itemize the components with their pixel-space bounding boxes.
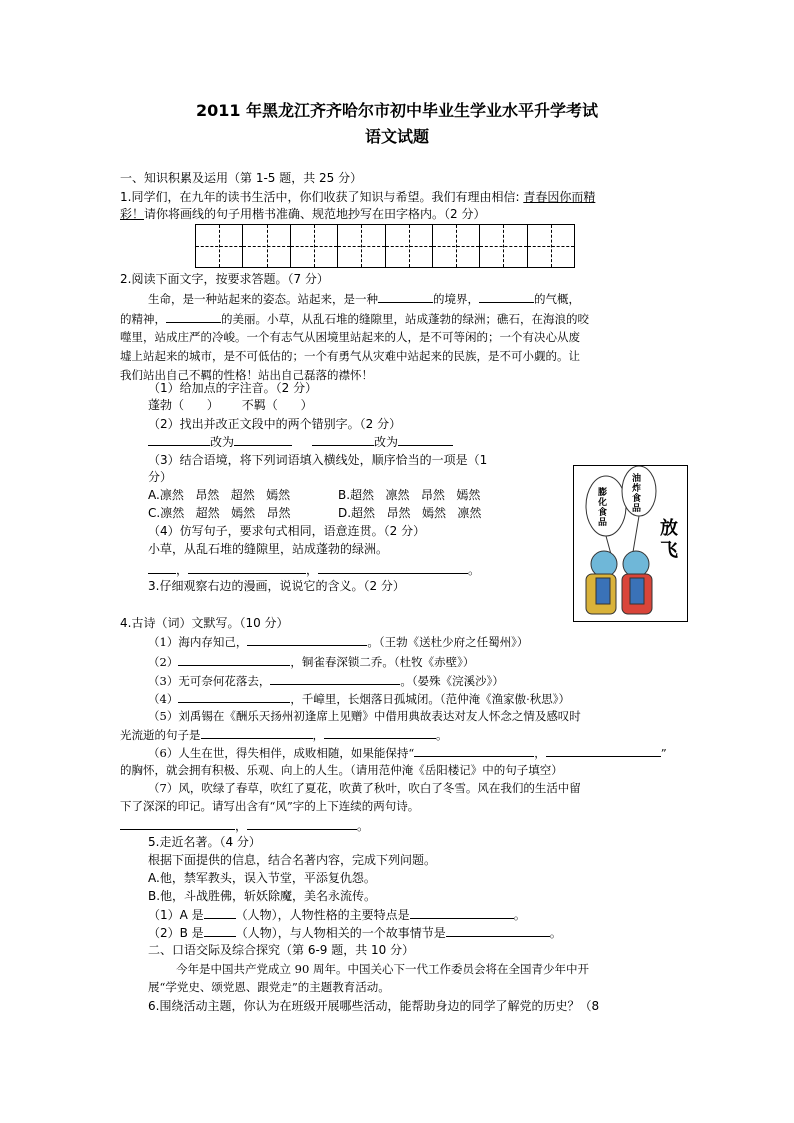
section2-heading: 二、口语交际及综合探究（第 6-9 题，共 10 分）	[148, 943, 415, 957]
grid-cell[interactable]	[290, 225, 337, 267]
q4-line1: （1）海内存知己， 。（王勃《送杜少府之任蜀州》）	[148, 635, 529, 649]
q2-heading: 2.阅读下面文字，按要求答题。（7 分）	[120, 272, 329, 286]
q5-heading: 5.走近名著。（4 分）	[148, 835, 261, 849]
option-d[interactable]: D.超然 昂然 嫣然 凛然	[338, 506, 482, 520]
answer-blank[interactable]	[178, 690, 290, 703]
grid-cell[interactable]	[527, 225, 574, 267]
q2-passage-line4: 墟上站起来的城市，是不可低估的；一个有勇气从灾难中站起来的民族，是不可小觑的。让	[120, 349, 580, 363]
q2-passage-line1: 生命，是一种站起来的姿态。站起来，是一种 的境界， 的气概，	[148, 292, 580, 306]
q2-passage-line3: 噬里，站成庄严的冷峻。一个有志气从困境里站起来的人，是不可等闲的；一个有决心从废	[120, 330, 580, 344]
exam-subtitle: 语文试题	[364, 127, 429, 146]
answer-blank[interactable]	[324, 726, 436, 739]
answer-blank[interactable]	[148, 433, 210, 446]
option-a[interactable]: A.凛然 昂然 超然 嫣然	[148, 488, 291, 502]
tianzige-grid[interactable]	[195, 224, 575, 268]
q1-line2: 彩！请你将画线的句子用楷书准确、规范地抄写在田字格内。（2 分）	[120, 207, 486, 221]
q2-sub3-cont: 分）	[148, 470, 173, 484]
q4-line6: （6）人生在世，得失相伴，成败相随，如果能保持“ ， ”	[148, 746, 667, 760]
bubble-puffed-food: 膨化食品	[598, 488, 608, 528]
comic-illustration	[573, 465, 688, 622]
answer-blank[interactable]	[270, 672, 400, 685]
bubble-fried-food: 油炸食品	[632, 474, 642, 514]
answer-blank[interactable]	[234, 433, 292, 446]
answer-blank[interactable]	[546, 744, 661, 757]
answer-blank[interactable]	[318, 561, 468, 574]
q2-sub4-example: 小草，从乱石堆的缝隙里，站成蓬勃的绿洲。	[148, 542, 389, 556]
grid-cell[interactable]	[432, 225, 479, 267]
grid-cell[interactable]	[337, 225, 384, 267]
comic-caption: 放飞	[660, 518, 678, 561]
q2-sub4: （4）仿写句子，要求句式相同，语意连贯。（2 分）	[148, 524, 426, 538]
answer-blank[interactable]	[166, 310, 221, 323]
answer-blank[interactable]	[120, 817, 235, 830]
q4-line3: （3）无可奈何花落去， 。（晏殊《浣溪沙》）	[148, 674, 504, 688]
answer-blank[interactable]	[188, 561, 306, 574]
q4-line5: （5）刘禹锡在《酬乐天扬州初逢席上见赠》中借用典故表达对友人怀念之情及感叹时	[148, 709, 581, 723]
answer-blank[interactable]	[446, 924, 550, 937]
q2-sub3: （3）结合语境，将下列词语填入横线处，顺序恰当的一项是（1	[148, 453, 488, 467]
section2-intro-line2: 展“学党史、颂党恩、跟党走”的主题教育活动。	[148, 980, 390, 994]
answer-blank[interactable]	[378, 290, 433, 303]
answer-blank[interactable]	[247, 633, 367, 646]
q4-line7-fill: ， 。	[120, 817, 369, 835]
q3-prompt: 3.仔细观察右边的漫画，说说它的含义。（2 分）	[148, 579, 405, 593]
q2-sub1-words: 蓬勃（ ） 不羁（ ）	[148, 398, 313, 412]
answer-blank[interactable]	[312, 433, 374, 446]
grid-cell[interactable]	[385, 225, 432, 267]
q5-intro: 根据下面提供的信息，结合名著内容，完成下列问题。	[148, 853, 437, 867]
q2-passage-line2: 的精神， 的美丽。小草，从乱石堆的缝隙里，站成蓬勃的绿洲；礁石，在海浪的咬	[120, 312, 589, 326]
q2-sub1: （1）给加点的字注音。（2 分）	[148, 381, 318, 395]
q5-sub1: （1）A 是 （人物），人物性格的主要特点是 。	[148, 908, 526, 922]
q4-heading: 4.古诗（词）文默写。（10 分）	[120, 616, 289, 630]
q2-sub4-fill: ， ， 。	[148, 561, 480, 579]
grid-cell[interactable]	[196, 225, 242, 267]
option-b[interactable]: B.超然 凛然 昂然 嫣然	[338, 488, 481, 502]
grid-cell[interactable]	[479, 225, 526, 267]
answer-blank[interactable]	[148, 561, 176, 574]
q5-b: B.他，斗战胜佛，斩妖除魔，美名永流传。	[148, 889, 377, 903]
q4-line4: （4） ，千嶂里，长烟落日孤城闭。（范仲淹《渔家傲·秋思》）	[148, 692, 570, 706]
q2-sub2-fill: 改为 改为	[148, 433, 453, 451]
grid-cell[interactable]	[242, 225, 289, 267]
q2-sub2: （2）找出并改正文段中的两个错别字。（2 分）	[148, 417, 402, 431]
option-c[interactable]: C.凛然 超然 嫣然 昂然	[148, 506, 291, 520]
answer-blank[interactable]	[204, 924, 236, 937]
q4-line5b: 光流逝的句子是 ， 。	[120, 728, 448, 742]
q6-prompt: 6.围绕活动主题，你认为在班级开展哪些活动，能帮助身边的同学了解党的历史？（8	[148, 999, 600, 1013]
q4-line2: （2） ，铜雀春深锁二乔。（杜牧《赤壁》）	[148, 655, 475, 669]
q1-line1: 1.同学们，在九年的读书生活中，你们收获了知识与希望。我们有理由相信: 青春因你而精	[120, 190, 596, 204]
q5-sub2: （2）B 是 （人物），与人物相关的一个故事情节是 。	[148, 926, 562, 940]
answer-blank[interactable]	[201, 726, 313, 739]
answer-blank[interactable]	[479, 290, 534, 303]
q4-line6b: 的胸怀，就会拥有积极、乐观、向上的人生。（请用范仲淹《岳阳楼记》中的句子填空）	[120, 763, 563, 777]
answer-blank[interactable]	[247, 817, 357, 830]
q2-passage-line5: 我们站出自己不羁的性格！站出自己磊落的襟怀！	[120, 368, 373, 382]
answer-blank[interactable]	[414, 744, 534, 757]
answer-blank[interactable]	[178, 653, 290, 666]
answer-blank[interactable]	[204, 906, 236, 919]
section2-intro-line1: 今年是中国共产党成立 90 周年。中国关心下一代工作委员会将在全国青少年中开	[176, 962, 589, 976]
exam-title: 2011 年黑龙江齐齐哈尔市初中毕业生学业水平升学考试	[195, 101, 599, 120]
answer-blank[interactable]	[410, 906, 514, 919]
section1-heading: 一、知识积累及运用（第 1-5 题，共 25 分）	[120, 171, 363, 185]
q5-a: A.他，禁军教头，误入节堂，平添复仇怨。	[148, 871, 376, 885]
q4-line7: （7）风，吹绿了春草，吹红了夏花，吹黄了秋叶，吹白了冬雪。风在我们的生活中留	[148, 781, 581, 795]
answer-blank[interactable]	[398, 433, 453, 446]
q4-line7b: 下了深深的印记。请写出含有“风”字的上下连续的两句诗。	[120, 799, 420, 813]
